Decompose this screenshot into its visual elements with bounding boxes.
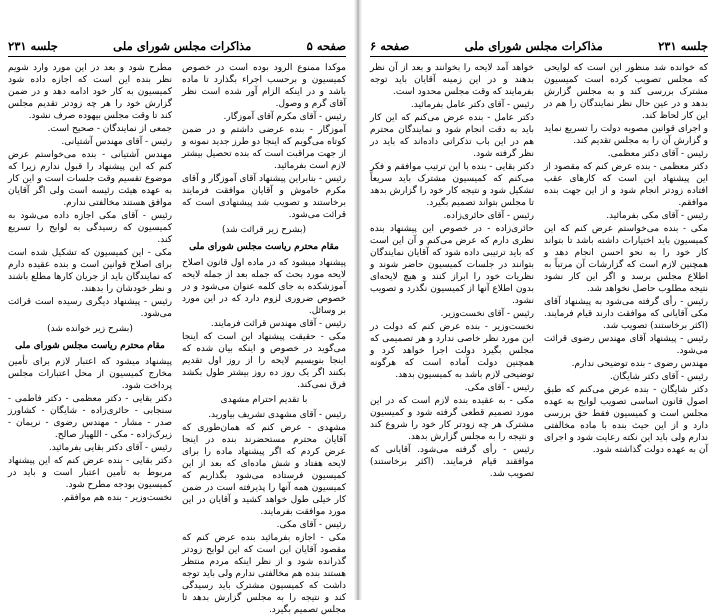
paragraph: مطرح شود و بعد در این مورد وارد شویم نظر بنده این است که اجازه داده شود کمیسیون به کار خود ادامه دهد و در ضمن گزارش خود را هر چه زودتر تقدیم مجلس کند تا وقت مجلس بیهوده صرف نشود. <box>8 63 172 121</box>
right-page <box>366 0 712 600</box>
paragraph: دکتر بقایی - بنده با این ترتیب موافقم و فکر می‌کنم که کمیسیون مشترک باید سریعاً تشکیل شود و نتیجه کار خود را گزارش بدهد تا مجلس بتواند تصمیم بگیرد. <box>370 162 534 208</box>
left-page-col-left <box>8 62 172 592</box>
paragraph: دکتر عامل - بنده عرض می‌کنم که این کار باید به دقت انجام شود و نمایندگان محترم هم در این باب تذکراتی داده‌اند که باید در نظر گرفته شود. <box>370 113 534 159</box>
left-page-header <box>8 38 346 57</box>
paragraph: رئیس - پیشنهاد دیگری رسیده است قرائت می‌شود. <box>8 297 172 319</box>
paragraph: رئیس - رأی گرفته می‌شود. آقایانی که موافقند قیام فرمایند. (اکثر برخاستند) تصویب شد. <box>370 445 534 479</box>
paragraph: مهندس آشتیانی - بنده می‌خواستم عرض کنم که این پیشنهاد را قبول ندارم زیرا که موضوع تقسیم وقت جلسات است و این کار به عهده هیئت رئیسه است ولی اگر آقایان موافق هستند مخالفتی ندارم. <box>8 150 172 208</box>
left-page-columns <box>8 62 346 615</box>
section-heading: مقام محترم ریاست مجلس شورای ملی <box>189 242 339 252</box>
paragraph: رئیس - آقای مکرم آقای آموزگار. <box>223 112 346 122</box>
paragraph: رئیس - آقای حائری‌زاده. <box>443 211 534 221</box>
paragraph: جمعی از نمایندگان - صحیح است. <box>47 124 172 134</box>
left-page <box>4 0 350 615</box>
section-heading: مقام محترم ریاست مجلس شورای ملی <box>15 341 165 351</box>
paragraph: مکی - بنده می‌خواستم عرض کنم که این کمیسیون باید اختیارات داشته باشد تا بتواند کار خود را به نحو احسن انجام دهد و همچنین لازم است که گزارشات آن مرتباً به اطلاع مجلس برسد و اگر این کار نشود نتیجه مطلوب حاصل نخواهد شد. <box>544 224 708 294</box>
paragraph: موکدا ممنوع الرود بوده است در خصوص کمیسیون و برحسب اجراء بگذارد تا ماده باشد و در اینکه الزام آور شده است نظر آقای گرم و وصول. <box>182 63 346 109</box>
paragraph: رئیس - رأی گرفته می‌شود به پیشنهاد آقای مکی آقایانی که موافقت دارند قیام فرمایند. (اکثر برخاستند) تصویب شد. <box>544 297 708 331</box>
paragraph: رئیس - پیشنهاد آقای مهندس رضوی قرائت می‌شود. <box>544 334 708 356</box>
paragraph: مکی - حقیقت پیشنهاد این است که اینجا می‌گوید در خصوص و اینکه بیان شده که اینجا بنویسیم لایحه را از روز اول تقدیم بکنند اگر یک روز ده روز بیشتر طول بکشد فرق نمی‌کند. <box>182 332 346 390</box>
left-page-number: صفحه ۵ <box>306 39 346 53</box>
paragraph: رئیس - آقای نخست‌وزیر. <box>440 309 534 319</box>
paragraph: رئیس - آقای مکی بفرمائید. <box>606 211 708 221</box>
paragraph: مکی - اجازه بفرمائید بنده عرض کنم که مقصود آقایان این است که این لوایح زودتر گذرانده شود و از نظر اینکه مردم منتظر هستند بنده هم مخالفتی ندارم ولی باید توجه داشت که کمیسیون مشترک باید رسیدگی کند و نتیجه را به مجلس گزارش بدهد تا مجلس تصمیم بگیرد. <box>182 533 346 615</box>
paragraph: نخست‌وزیر - بنده عرض کنم که دولت در این مورد نظر خاصی ندارد و هر تصمیمی که مجلس بگیرد دولت اجرا خواهد کرد و همچنین دولت آماده است که هرگونه توضیحی لازم باشد به کمیسیون بدهد. <box>370 322 534 380</box>
paragraph: رئیس - آقای دکتر عامل بفرمائید. <box>410 100 534 110</box>
paragraph: رئیس - آقای مشهدی تشریف بیاورید. <box>208 410 346 420</box>
right-page-session: جلسه ۲۳۱ <box>658 39 708 53</box>
right-page-title: مذاکرات مجلس شورای ملی <box>464 39 603 53</box>
paragraph: رئیس - آقای دکتر شایگان. <box>609 372 708 382</box>
paragraph: رئیس - آقای مهندس آشتیانی. <box>61 137 172 147</box>
paragraph: رئیس - آقای مکی. <box>464 383 534 393</box>
paragraph: با تقدیم احترام مشهدی <box>220 395 308 405</box>
paragraph: رئیس - بنابراین پیشنهاد آقای آموزگار و آقای مکرم خاموش و آقایان موافقت فرمایند برخاستند و تصویب شد پیشنهادی است که قرائت می‌شود. <box>182 174 346 220</box>
right-page-columns <box>370 62 708 592</box>
paragraph: که خوانده شد منظور این است که لوایحی که مجلس تصویب کرده است کمیسیون مشترک بررسی کند و به مجلس گزارش بدهد و در عین حال نظر نمایندگان را هم در این کار لحاظ کند. <box>544 63 708 121</box>
paragraph: (بشرح زیر خوانده شد) <box>47 324 133 334</box>
left-page-col-right <box>182 62 346 615</box>
paragraph: پیشنهاد میشود که اعتبار لازم برای تأمین مخارج کمیسیون از محل اعتبارات مجلس پرداخت شود. <box>8 357 172 391</box>
paragraph: مهندس رضوی - بنده توضیحی ندارم. <box>571 359 708 369</box>
paragraph: حائری‌زاده - در خصوص این پیشنهاد بنده نظری دارم که عرض می‌کنم و آن این است که باید ترتیبی داده شود که آقایان نمایندگان بتوانند در جلسات کمیسیون حاضر شوند و نظریات خود را ابراز کنند و هیچ لایحه‌ای بدون اطلاع آنها از کمیسیون نگذرد و تصویب نشود. <box>370 224 534 306</box>
paragraph: دکتر شایگان - بنده عرض می‌کنم که طبق اصول قانون اساسی تصویب لوایح به عهده مجلس است و کمیسیون فقط حق بررسی دارد و از این حیث بنده با ماده مخالفتی ندارم ولی باید این نکته رعایت شود و اجرای آن به عهده دولت گذاشته شود. <box>544 385 708 455</box>
paragraph: خواهد آمد لایحه را بخوانند و بعد از آن نظر بدهند و در این زمینه آقایان باید توجه بفرمایند که وقت مجلس محدود است. <box>370 63 534 97</box>
right-page-number: صفحه ۶ <box>370 39 410 53</box>
paragraph: (بشرح زیر قرائت شد) <box>221 225 307 235</box>
paragraph: رئیس - آقای دکتر بقایی بفرمائید. <box>48 443 172 453</box>
paragraph: مشهدی - عرض کنم که همان‌طوری که آقایان محترم مستحضرند بنده در اینجا عرض کردم که اگر پیشنهاد ماده را برای لایحه هفتاد و شش ماده‌ای که بعد از این کمیسیون فرستاده می‌شود بگذاریم که کمیسیون همه آنها را پذیرفته است در ضمن کار خیلی طول خواهد کشید و آقایان در این مورد موافقت بفرمایند. <box>182 423 346 517</box>
paragraph: دکتر بقایی - بنده عرض کنم که این پیشنهاد مربوط به تأمین اعتبار است و باید در کمیسیون بودجه مطرح شود. <box>8 456 172 490</box>
right-page-header <box>370 38 708 57</box>
paragraph: مکی - به عقیده بنده لازم است که در این مورد تصمیم قطعی گرفته شود و کمیسیون مشترک هر چه زودتر کار خود را شروع کند و نتیجه را به مجلس گزارش بدهد. <box>370 396 534 442</box>
paragraph: رئیس - آقای دکتر معظمی. <box>607 149 708 159</box>
right-page-col-right <box>544 62 708 592</box>
paragraph: مکی - این کمیسیون که تشکیل شده است برای اصلاح قوانین است و بنده عقیده دارم که نمایندگان باید از جریان کارها مطلع باشند و نظر خودشان را بدهند. <box>8 248 172 294</box>
paragraph: رئیس - آقای مکی اجازه داده می‌شود به کمیسیون که رسیدگی به لوایح را تسریع کند. <box>8 211 172 245</box>
paragraph: نخست‌وزیر - بنده هم موافقم. <box>61 493 172 503</box>
left-page-title: مذاکرات مجلس شورای ملی <box>113 39 252 53</box>
left-page-session: جلسه ۲۳۱ <box>8 39 58 53</box>
paragraph: آموزگار - بنده عرضی داشتم و در ضمن کوتاه می‌گویم که اینجا دو طرز جدید نمونه و از جهت مراقبت است که بنده تحصیل بیشتر لازم است بفرمائید. <box>182 125 346 171</box>
page-gutter <box>353 0 363 600</box>
paragraph: دکتر بقایی - دکتر معظمی - دکتر فاطمی - سنجابی - حائری‌زاده - شایگان - کشاورز صدر - مشار - مهندس رضوی - نریمان - زیرک‌زاده - مکی - اللهیار صالح. <box>8 394 172 440</box>
paragraph: پیشنهاد میشود که در ماده اول قانون اصلاح لایحه مورد بحث که جمله بعد از جمله لایحه آموزشکده به جای کلمه عنوان می‌شود و در خصوص ضروری لزوم دارد که در این مورد بر وسائل. <box>182 258 346 316</box>
paragraph: رئیس - آقای مهندس قرائت فرمایند. <box>210 319 346 329</box>
paragraph: و اجرای قوانین مصوبه دولت را تسریع نماید و گزارش آن را به مجلس تقدیم کند. <box>544 124 708 146</box>
paragraph: دکتر معظمی - بنده عرض کنم که مقصود از این پیشنهاد این است که کارهای عقب افتاده زودتر انجام شود و از این جهت بنده موافقم. <box>544 162 708 208</box>
paragraph: رئیس - آقای مکی. <box>276 520 346 530</box>
right-page-col-left <box>370 62 534 592</box>
